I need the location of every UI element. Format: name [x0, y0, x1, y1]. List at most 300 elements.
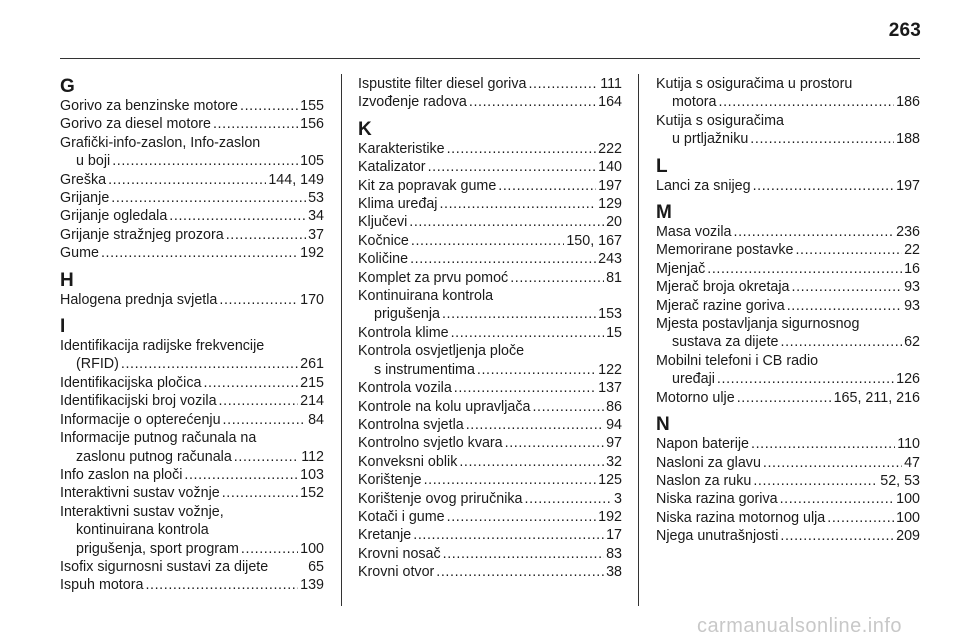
index-entry-page: 139 — [300, 577, 324, 594]
index-entry — [358, 195, 622, 213]
watermark: carmanualsonline.info — [696, 615, 902, 637]
index-entry-line — [656, 472, 920, 490]
index-entry-line — [358, 177, 622, 195]
index-entry-line — [60, 448, 324, 466]
index-entry — [358, 342, 622, 379]
leader-dots — [108, 171, 266, 189]
index-entry — [358, 250, 622, 268]
index-entry — [358, 434, 622, 452]
leader-dots — [101, 244, 298, 262]
leader-dots — [707, 260, 902, 278]
leader-dots — [447, 140, 597, 158]
index-entry-page: 150, 167 — [566, 232, 622, 249]
index-entry-term: Karakteristike — [358, 140, 445, 157]
index-entry-page: 16 — [904, 260, 920, 277]
leader-dots — [219, 291, 298, 309]
index-entry-term: Niska razina motornog ulja — [656, 509, 826, 526]
leader-dots — [121, 355, 298, 373]
index-entry-page: 22 — [904, 242, 920, 259]
index-entry-page: 111 — [600, 76, 622, 92]
leader-dots — [219, 392, 299, 410]
index-entry — [358, 158, 622, 176]
leader-dots — [234, 448, 299, 466]
index-entry-page: 15 — [606, 324, 622, 341]
leader-dots — [737, 389, 832, 407]
index-entry-page: 97 — [606, 435, 622, 452]
index-entry-term: Gorivo za benzinske motore — [60, 98, 238, 114]
index-entry — [656, 241, 920, 259]
index-entry-page: 105 — [300, 153, 324, 170]
leader-dots — [510, 269, 604, 287]
leader-dots — [410, 250, 596, 268]
index-entry — [60, 134, 324, 171]
index-entry-page: 34 — [308, 208, 324, 225]
leader-dots — [203, 374, 298, 392]
section-letter: G — [60, 76, 75, 97]
index-entry-line — [60, 115, 324, 133]
index-entry-line — [358, 158, 622, 176]
index-entry-text: Mobilni telefoni i CB radio — [656, 352, 819, 369]
index-entry — [60, 484, 324, 502]
index-entry-term: zaslonu putnog računala — [76, 448, 232, 465]
leader-dots — [477, 361, 596, 379]
index-entry-page: 192 — [300, 245, 324, 262]
index-entry-line — [358, 232, 622, 250]
index-entry — [656, 112, 920, 149]
index-entry-page: 103 — [300, 466, 324, 483]
index-entry-term: Količine — [358, 251, 409, 268]
index-entry-page: 65 — [308, 558, 324, 575]
index-entry-term: Njega unutrašnjosti — [656, 528, 779, 545]
index-entry — [358, 213, 622, 231]
index-entry-term: Interaktivni sustav vožnje — [60, 485, 220, 502]
index-entry-page: 197 — [896, 177, 920, 194]
index-entry-line — [60, 244, 324, 262]
index-entry-page: 53 — [308, 190, 324, 207]
index-entry — [60, 337, 324, 374]
section-letter: N — [656, 414, 670, 436]
leader-dots — [787, 297, 902, 315]
index-entry-term: Ključevi — [358, 214, 408, 231]
index-entry-line — [358, 545, 622, 563]
index-entry-line — [656, 370, 920, 388]
index-entry-page: 17 — [606, 527, 622, 544]
index-entry-page: 192 — [598, 508, 622, 525]
index-entry-term: Komplet za prvu pomoć — [358, 269, 509, 286]
index-entry-page: 3 — [614, 490, 622, 507]
index-entry-text: Identifikacija radijske frekvencije — [60, 338, 265, 355]
index-entry-term: Kontrola vozila — [358, 380, 452, 397]
index-entry — [60, 374, 324, 392]
index-entry-line — [60, 466, 324, 484]
leader-dots — [466, 416, 604, 434]
index-entry — [60, 291, 324, 309]
leader-dots — [226, 226, 306, 244]
index-entry-line — [358, 526, 622, 544]
index-entry-line — [656, 130, 920, 148]
index-entry-page: 125 — [598, 472, 622, 489]
header-rule — [60, 58, 920, 59]
index-entry-term: Izvođenje radova — [358, 94, 467, 111]
index-entry-term: Lanci za snijeg — [656, 177, 751, 194]
index-entry-page: 170 — [300, 291, 324, 308]
leader-dots — [436, 563, 604, 581]
leader-dots — [424, 471, 597, 489]
index-entry — [358, 232, 622, 250]
index-entry-page: 165, 211, 216 — [833, 389, 920, 406]
index-entry — [358, 508, 622, 526]
index-entry-line — [656, 527, 920, 545]
index-entry — [358, 287, 622, 324]
index-entry — [656, 389, 920, 407]
leader-dots — [780, 490, 895, 508]
index-entry-line — [60, 392, 324, 410]
index-entry — [656, 435, 920, 453]
index-entry-term: Konveksni oblik — [358, 453, 458, 470]
index-entry-line — [358, 453, 622, 471]
index-entry-term: Mjerač broja okretaja — [656, 279, 790, 296]
index-entry-term: Korištenje ovog priručnika — [358, 490, 523, 507]
index-entry-page: 94 — [606, 416, 622, 433]
index-entry-page: 261 — [300, 356, 324, 373]
index-entry-line — [60, 152, 324, 170]
index-entry-page: 243 — [598, 251, 622, 268]
leader-dots — [111, 189, 306, 207]
index-entry — [60, 226, 324, 244]
index-entry-term: s instrumentima — [374, 361, 475, 378]
index-entry-line — [358, 471, 622, 489]
index-entry-term: Kretanje — [358, 527, 412, 544]
index-entry — [656, 509, 920, 527]
index-entry-page: 62 — [904, 334, 920, 351]
index-entry-page: 93 — [904, 279, 920, 296]
index-entry-page: 84 — [308, 411, 324, 428]
index-entry-term: Kontrolno svjetlo kvara — [358, 435, 503, 452]
index-entry — [358, 526, 622, 544]
index-entry-text: Kontrola osvjetljenja ploče — [358, 343, 525, 360]
index-entry-line — [656, 177, 920, 195]
leader-dots — [781, 333, 903, 351]
index-entry-term: sustava za dijete — [672, 334, 779, 351]
index-entry — [60, 576, 324, 594]
leader-dots — [792, 278, 903, 296]
index-entry-page: 152 — [300, 485, 324, 502]
index-entry-page: 209 — [896, 528, 920, 545]
leader-dots — [222, 484, 298, 502]
index-entry-term: Kit za popravak gume — [358, 177, 497, 194]
page-number: 263 — [888, 20, 921, 41]
index-entry-page: 236 — [896, 224, 920, 241]
index-entry-term: Kotači i gume — [358, 508, 445, 525]
leader-dots — [443, 545, 604, 563]
index-entry-term: Isofix sigurnosni sustavi za dijete — [60, 558, 269, 575]
index-entry-line — [656, 389, 920, 407]
index-entry — [358, 75, 622, 93]
index-entry-term: prigušenja — [374, 306, 440, 323]
index-entry-text: kontinuirana kontrola — [76, 522, 209, 539]
index-entry-text: Kontinuirana kontrola — [358, 288, 494, 305]
index-entry-term: u prtljažniku — [672, 131, 749, 148]
leader-dots — [459, 453, 604, 471]
leader-dots — [439, 195, 596, 213]
index-entry — [358, 177, 622, 195]
index-entry — [656, 177, 920, 195]
index-entry-page: 38 — [606, 564, 622, 581]
index-entry-line — [60, 207, 324, 225]
index-entry-term: Informacije o opterećenju — [60, 411, 221, 428]
index-entry-line — [60, 171, 324, 189]
index-entry-page: 215 — [300, 374, 324, 391]
index-entry-term: Greška — [60, 171, 107, 188]
index-entry — [60, 429, 324, 466]
index-entry-page: 100 — [300, 540, 324, 557]
index-entry-page: 164 — [598, 94, 622, 111]
index-entry — [358, 453, 622, 471]
index-entry-term: Grijanje stražnjeg prozora — [60, 226, 224, 243]
index-entry-term: Info zaslon na ploči — [60, 466, 183, 483]
index-entry — [60, 171, 324, 189]
index-entry — [656, 223, 920, 241]
index-entry — [358, 398, 622, 416]
leader-dots — [528, 75, 598, 93]
index-entry-page: 197 — [598, 177, 622, 194]
index-entry-line — [358, 75, 622, 93]
index-entry-page: 153 — [598, 306, 622, 323]
index-entry — [656, 260, 920, 278]
index-entry-term: Kontrole na kolu upravljača — [358, 398, 531, 415]
column-divider — [638, 74, 639, 606]
index-entry — [60, 466, 324, 484]
index-entry-term: Grijanje — [60, 190, 110, 207]
index-entry-line — [358, 195, 622, 213]
index-entry-term: uređaji — [672, 371, 715, 388]
index-entry-line — [358, 269, 622, 287]
leader-dots — [184, 466, 298, 484]
index-entry-line — [358, 93, 622, 111]
index-entry-term: motora — [672, 94, 717, 111]
index-entry — [358, 140, 622, 158]
index-entry-line — [60, 226, 324, 244]
index-entry-page: 81 — [606, 269, 622, 286]
index-entry-term: Masa vozila — [656, 224, 732, 241]
index-entry-page: 32 — [606, 453, 622, 470]
index-entry-term: prigušenja, sport program — [76, 540, 239, 557]
index-entry-line — [656, 223, 920, 241]
index-entry-term: Gorivo za diesel motore — [60, 116, 211, 133]
index-entry-page: 129 — [598, 196, 622, 213]
index-entry-text: Mjesta postavljanja sigurnosnog — [656, 316, 860, 333]
index-entry — [656, 490, 920, 508]
index-entry-term: Ispuh motora — [60, 577, 144, 594]
section-letter: K — [358, 118, 372, 140]
leader-dots — [428, 158, 597, 176]
index-entry-page: 100 — [896, 491, 920, 508]
index-entry-line — [60, 189, 324, 207]
leader-dots — [409, 213, 604, 231]
index-entry-line — [60, 411, 324, 429]
leader-dots — [411, 232, 564, 250]
index-entry-term: Naslon za ruku — [656, 472, 752, 489]
leader-dots — [751, 435, 895, 453]
index-entry-term: Ispustite filter diesel goriva — [358, 76, 527, 92]
leader-dots — [454, 379, 596, 397]
leader-dots — [447, 508, 597, 526]
index-entry-line — [358, 434, 622, 452]
index-entry — [60, 503, 324, 558]
leader-dots — [525, 490, 613, 508]
index-entry-line — [358, 508, 622, 526]
index-column-1 — [60, 77, 324, 595]
index-entry-line — [358, 416, 622, 434]
index-entry-text: Informacije putnog računala na — [60, 430, 257, 447]
index-entry — [358, 269, 622, 287]
index-entry-page: 214 — [300, 393, 324, 410]
index-entry-line — [656, 93, 920, 111]
leader-dots — [717, 370, 894, 388]
leader-dots — [753, 177, 895, 195]
index-entry — [60, 411, 324, 429]
index-entry — [60, 189, 324, 207]
index-entry-line — [358, 379, 622, 397]
index-entry-page: 47 — [904, 454, 920, 471]
index-entry-page: 93 — [904, 297, 920, 314]
leader-dots — [240, 97, 298, 115]
index-entry — [358, 379, 622, 397]
index-entry-term: Mjenjač — [656, 260, 706, 277]
index-entry-page: 144, 149 — [268, 171, 324, 188]
leader-dots — [241, 540, 298, 558]
index-entry-page: 222 — [598, 140, 622, 157]
leader-dots — [719, 93, 895, 111]
index-entry-line — [60, 374, 324, 392]
index-entry-term: u boji — [76, 153, 111, 170]
index-entry-line — [358, 305, 622, 323]
leader-dots — [827, 509, 894, 527]
index-entry-page: 156 — [300, 116, 324, 133]
index-entry-term: Klima uređaj — [358, 196, 438, 213]
index-entry-term: Napon baterije — [656, 436, 749, 453]
index-entry — [60, 115, 324, 133]
index-entry-page: 86 — [606, 398, 622, 415]
index-entry-text: Interaktivni sustav vožnje, — [60, 503, 224, 520]
index-entry — [60, 97, 324, 115]
leader-dots — [451, 324, 605, 342]
leader-dots — [753, 472, 878, 490]
index-entry-text: Kutija s osiguračima — [656, 112, 784, 129]
index-entry — [60, 392, 324, 410]
section-letter: H — [60, 269, 74, 291]
index-entry-line — [656, 490, 920, 508]
index-entry-term: Identifikacijski broj vozila — [60, 393, 217, 410]
leader-dots — [442, 305, 596, 323]
index-entry-line — [656, 454, 920, 472]
index-entry-line — [358, 490, 622, 508]
leader-dots — [780, 527, 894, 545]
index-entry — [656, 352, 920, 389]
index-entry-page: 83 — [606, 545, 622, 562]
index-entry-term: Kočnice — [358, 232, 409, 249]
index-entry-line — [60, 558, 324, 576]
index-entry-page: 137 — [598, 380, 622, 397]
index-entry-line — [358, 213, 622, 231]
index-entry-term: Korištenje — [358, 472, 422, 489]
index-entry-term: Nasloni za glavu — [656, 454, 761, 471]
leader-dots — [734, 223, 895, 241]
index-entry-text: Kutija s osiguračima u prostoru — [656, 76, 853, 92]
index-entry-page: 122 — [598, 361, 622, 378]
index-entry-term: Mjerač razine goriva — [656, 297, 785, 314]
index-entry-term: Kontrolna svjetla — [358, 416, 464, 433]
leader-dots — [505, 434, 604, 452]
index-entry — [358, 471, 622, 489]
index-column-2 — [358, 75, 622, 582]
section-letter: M — [656, 202, 672, 224]
index-entry — [656, 315, 920, 352]
index-entry-line — [358, 361, 622, 379]
leader-dots — [413, 526, 604, 544]
index-entry-term: Grijanje ogledala — [60, 208, 168, 225]
index-entry-line — [656, 509, 920, 527]
index-entry — [656, 527, 920, 545]
index-entry — [358, 416, 622, 434]
index-entry-line — [656, 260, 920, 278]
index-entry-term: Halogena prednja svjetla — [60, 291, 218, 308]
section-letter: L — [656, 155, 668, 177]
index-entry — [358, 93, 622, 111]
index-entry-line — [358, 324, 622, 342]
index-entry — [656, 75, 920, 112]
leader-dots — [763, 454, 902, 472]
index-entry-term: Katalizator — [358, 159, 426, 176]
index-entry — [656, 472, 920, 490]
index-entry-term: Krovni otvor — [358, 564, 435, 581]
index-entry-line — [60, 291, 324, 309]
index-entry-line — [358, 563, 622, 581]
index-entry-line — [358, 250, 622, 268]
index-entry-term: Niska razina goriva — [656, 491, 778, 508]
index-entry-line — [358, 140, 622, 158]
leader-dots — [169, 207, 306, 225]
index-entry-line — [60, 484, 324, 502]
leader-dots — [469, 93, 596, 111]
index-entry — [60, 207, 324, 225]
index-column-3 — [656, 75, 920, 546]
index-entry-page: 20 — [606, 214, 622, 231]
index-entry-page: 110 — [897, 436, 920, 453]
leader-dots — [145, 576, 298, 594]
index-entry-line — [60, 97, 324, 115]
index-entry-line — [60, 576, 324, 594]
index-entry-term: Krovni nosač — [358, 545, 441, 562]
leader-dots — [498, 177, 596, 195]
index-entry — [656, 454, 920, 472]
index-entry-term: (RFID) — [76, 356, 119, 373]
leader-dots — [112, 152, 298, 170]
section-letter: I — [60, 316, 66, 338]
index-entry — [358, 545, 622, 563]
index-entry — [358, 563, 622, 581]
index-entry-page: 52, 53 — [880, 472, 920, 489]
index-entry-term: Kontrola klime — [358, 324, 449, 341]
index-entry-page: 186 — [896, 94, 920, 111]
index-entry-line — [60, 540, 324, 558]
index-entry-line — [358, 398, 622, 416]
index-entry-page: 37 — [308, 226, 324, 243]
index-entry-page: 188 — [896, 131, 920, 148]
leader-dots — [795, 241, 902, 259]
leader-dots — [223, 411, 307, 429]
index-entry-term: Gume — [60, 245, 99, 262]
